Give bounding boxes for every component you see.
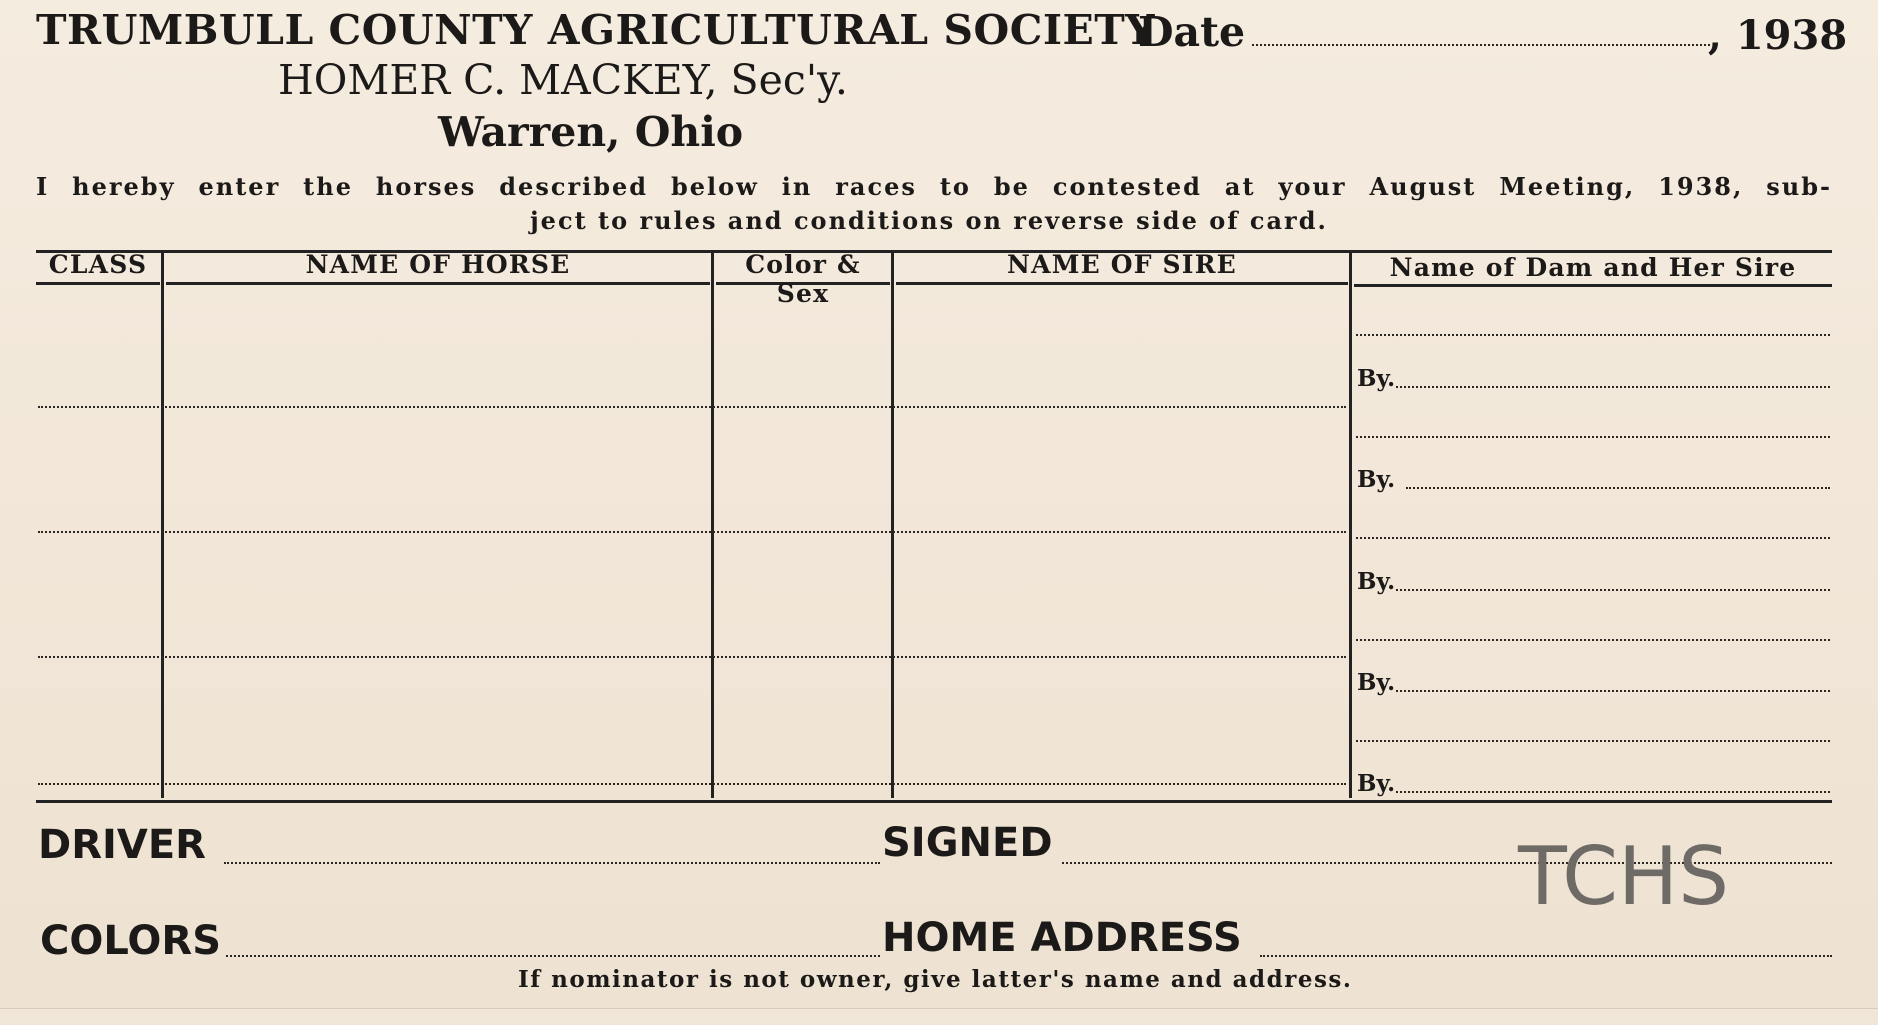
col-header-horse-name: NAME OF HORSE <box>305 250 571 279</box>
colors-label: COLORS <box>40 918 222 964</box>
date-field[interactable] <box>1252 44 1710 46</box>
dam-sire-line[interactable] <box>1396 690 1830 692</box>
date-year: , 1938 <box>1708 12 1848 59</box>
by-label: By. <box>1357 466 1396 493</box>
dam-name-line[interactable] <box>1356 740 1830 742</box>
secretary-name: HOMER C. MACKEY, Sec'y. <box>278 56 848 104</box>
table-row[interactable] <box>38 406 1346 408</box>
home-address-label: HOME ADDRESS <box>882 915 1242 961</box>
table-row[interactable] <box>38 656 1346 658</box>
table-row[interactable] <box>38 531 1346 533</box>
tchs-watermark: TCHS <box>1518 830 1729 923</box>
col-header-color-sex: Color & Sex <box>745 250 861 308</box>
table-bottom-rule <box>36 800 1832 803</box>
column-divider <box>891 252 894 798</box>
column-divider <box>711 252 714 798</box>
dam-name-line[interactable] <box>1356 639 1830 641</box>
entry-statement-line-2: ject to rules and conditions on reverse side of card. <box>530 206 1328 235</box>
date-label: Date <box>1138 8 1246 56</box>
colors-field[interactable] <box>226 955 880 957</box>
by-label: By. <box>1357 669 1396 696</box>
by-label: By. <box>1357 568 1396 595</box>
table-row[interactable] <box>38 783 1346 785</box>
col-header-dam-sire: Name of Dam and Her Sire <box>1389 253 1797 282</box>
driver-field[interactable] <box>224 862 880 864</box>
dam-name-line[interactable] <box>1356 334 1830 336</box>
col-header-class: CLASS <box>48 250 148 279</box>
driver-label: DRIVER <box>38 822 206 868</box>
col-header-sire: NAME OF SIRE <box>1007 250 1237 279</box>
header-underline <box>896 282 1348 285</box>
society-title: TRUMBULL COUNTY AGRICULTURAL SOCIETY <box>36 6 1156 54</box>
home-address-field[interactable] <box>1260 955 1832 957</box>
dam-name-line[interactable] <box>1356 537 1830 539</box>
header-underline <box>166 282 710 285</box>
entry-statement-line-1: I hereby enter the horses described below in races to be contested at your August Meeting, 1938, sub- <box>36 172 1832 201</box>
column-divider <box>161 252 164 798</box>
dam-sire-line[interactable] <box>1396 589 1830 591</box>
dam-name-line[interactable] <box>1356 436 1830 438</box>
dam-sire-line[interactable] <box>1406 487 1830 489</box>
column-divider <box>1349 252 1352 798</box>
signed-label: SIGNED <box>882 820 1053 866</box>
dam-sire-line[interactable] <box>1396 791 1830 793</box>
nominator-footnote: If nominator is not owner, give latter's name and address. <box>518 966 1353 993</box>
dam-sire-line[interactable] <box>1396 386 1830 388</box>
header-underline <box>1354 284 1832 287</box>
city-name: Warren, Ohio <box>438 108 744 156</box>
by-label: By. <box>1357 770 1396 797</box>
by-label: By. <box>1357 365 1396 392</box>
header-underline <box>36 282 160 285</box>
